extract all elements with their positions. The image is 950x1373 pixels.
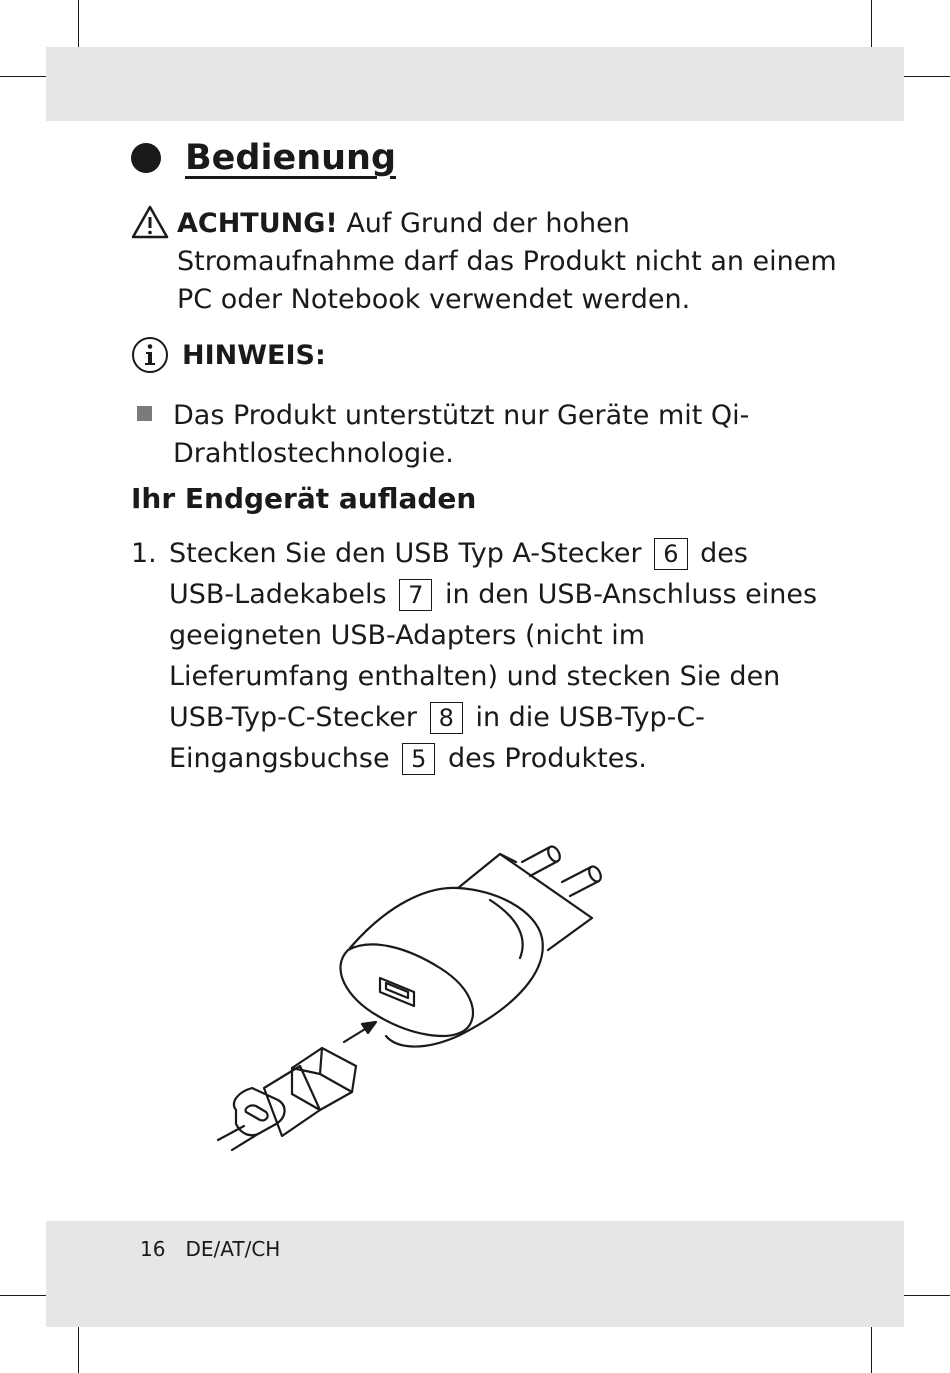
step-text-part: des Produktes. bbox=[448, 743, 647, 774]
page-footer bbox=[140, 1237, 280, 1261]
page-number: 16 bbox=[140, 1237, 166, 1261]
charger-body bbox=[350, 888, 543, 1047]
step-text-part: des USB-Ladekabels bbox=[169, 538, 748, 610]
usb-a-plug bbox=[292, 1048, 356, 1110]
section-heading bbox=[131, 138, 396, 178]
usb-cable bbox=[232, 1134, 258, 1150]
step-number: 1. bbox=[131, 538, 157, 569]
step-item bbox=[131, 533, 821, 779]
usb-port-icon bbox=[380, 978, 414, 1006]
warning-triangle-icon bbox=[131, 205, 169, 239]
language-code: DE/AT/CH bbox=[185, 1237, 281, 1261]
info-icon bbox=[131, 336, 169, 374]
part-ref-badge: 6 bbox=[654, 538, 687, 570]
part-ref-badge: 7 bbox=[399, 579, 432, 611]
plug-pin bbox=[562, 865, 603, 896]
warning-text bbox=[177, 205, 851, 319]
square-bullet-icon bbox=[137, 406, 152, 421]
part-ref-badge: 8 bbox=[430, 702, 463, 734]
usb-c-tip bbox=[246, 1105, 268, 1120]
list-item-text: Das Produkt unterstützt nur Geräte mit Qi-Drahtlostechnologie. bbox=[173, 400, 750, 469]
plug-pin bbox=[522, 845, 562, 876]
usb-charger-illustration bbox=[200, 830, 630, 1160]
warning-label: ACHTUNG! bbox=[177, 208, 338, 239]
usb-cable bbox=[218, 1126, 244, 1140]
subheading: Ihr Endgerät aufladen bbox=[131, 482, 477, 515]
warning-body: Auf Grund der hohen Stromaufnahme darf das Produkt nicht an einem PC oder Notebook verwendet werden. bbox=[177, 208, 837, 315]
plug-neck bbox=[458, 854, 592, 950]
insert-arrow-icon bbox=[344, 1022, 376, 1042]
list-item bbox=[137, 397, 777, 473]
section-title: Bedienung bbox=[185, 138, 397, 178]
header-band bbox=[46, 47, 904, 121]
step-text-part: Stecken Sie den USB Typ A-Stecker bbox=[169, 538, 642, 569]
charger-body-edge bbox=[490, 900, 523, 958]
part-ref-badge: 5 bbox=[402, 743, 435, 775]
hint-heading bbox=[131, 336, 326, 374]
step-text bbox=[169, 533, 821, 779]
step-text-part: in die USB-Typ-C-Eingangsbuchse bbox=[169, 702, 705, 774]
bullet-dot-icon bbox=[131, 143, 161, 173]
hint-label: HINWEIS: bbox=[182, 339, 326, 371]
step-text-part: in den USB-Anschluss eines geeigneten USB-Adapters (nicht im Lieferumfang enthalten) und stecken Sie den USB-Typ-C-Stecker bbox=[169, 579, 818, 733]
warning-block bbox=[131, 205, 851, 319]
